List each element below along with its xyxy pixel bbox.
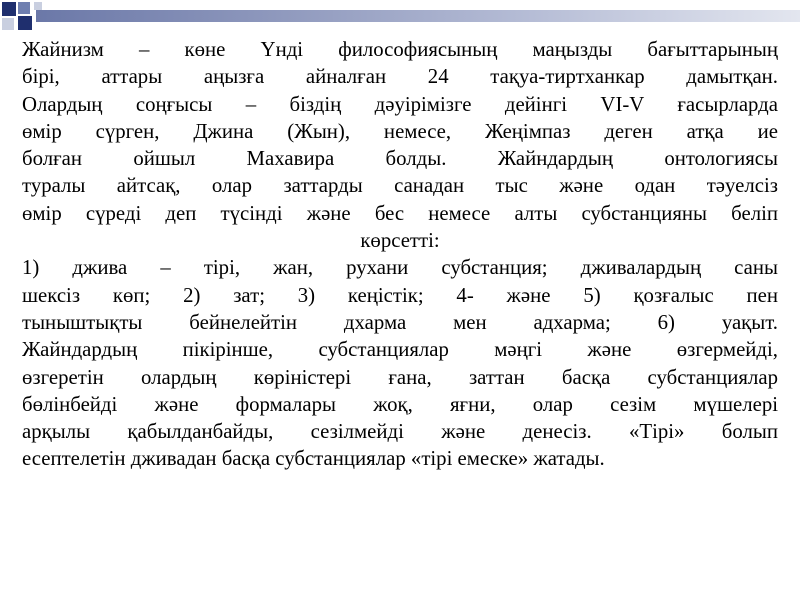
text-line: 1) джива – тірі, жан, рухани субстанция; дживалардың саны	[22, 256, 778, 280]
corner-square-decoration	[18, 2, 30, 14]
header-gradient-band	[36, 10, 800, 22]
text-line: туралы айтсақ, олар заттарды санадан тыс және одан тәуелсіз	[22, 174, 778, 198]
text-line: өмір сүреді деп түсінді және бес немесе алты субстанцияны беліп	[22, 201, 778, 225]
slide-body-text	[22, 36, 778, 473]
text-line: шексіз көп; 2) зат; 3) кеңістік; 4- және 5) қозғалыс пен	[22, 283, 778, 307]
text-line: Олардың соңғысы – біздің дәуірімізге дейінгі VI-V ғасырларда	[22, 92, 778, 116]
text-line: болған ойшыл Махавира болды. Жайндардың онтологиясы	[22, 147, 778, 171]
text-line: өзгеретін олардың көріністері ғана, заттан басқа субстанциялар	[22, 365, 778, 389]
text-line: арқылы қабылданбайды, сезілмейді және денесіз. «Тірі» болып	[22, 420, 778, 444]
text-line: бөлінбейді және формалары жоқ, яғни, олар сезім мүшелері	[22, 392, 778, 416]
corner-square-decoration	[18, 16, 32, 30]
corner-square-decoration	[2, 18, 14, 30]
paragraph-substances-list	[22, 254, 778, 472]
text-line: Жайнизм – көне Үнді философиясының маңызды бағыттарының	[22, 38, 778, 61]
text-line: тыныштықты бейнелейтін дхарма мен адхарма; 6) уақыт.	[22, 310, 778, 334]
corner-square-decoration	[34, 2, 42, 10]
text-line: көрсетті:	[360, 229, 440, 253]
text-line: есептелетін дживадан басқа субстанциялар «тірі емеске» жатады.	[22, 447, 605, 471]
corner-square-decoration	[2, 2, 16, 16]
text-line: Жайндардың пікірінше, субстанциялар мәңгі және өзгермейді,	[22, 338, 778, 362]
text-line: өмір сүрген, Джина (Жын), немесе, Жеңімпаз деген атқа ие	[22, 119, 778, 143]
paragraph-jainism-intro	[22, 36, 778, 254]
text-line: бірі, аттары аңызға айналған 24 тақуа-тиртханкар дамытқан.	[22, 65, 778, 89]
